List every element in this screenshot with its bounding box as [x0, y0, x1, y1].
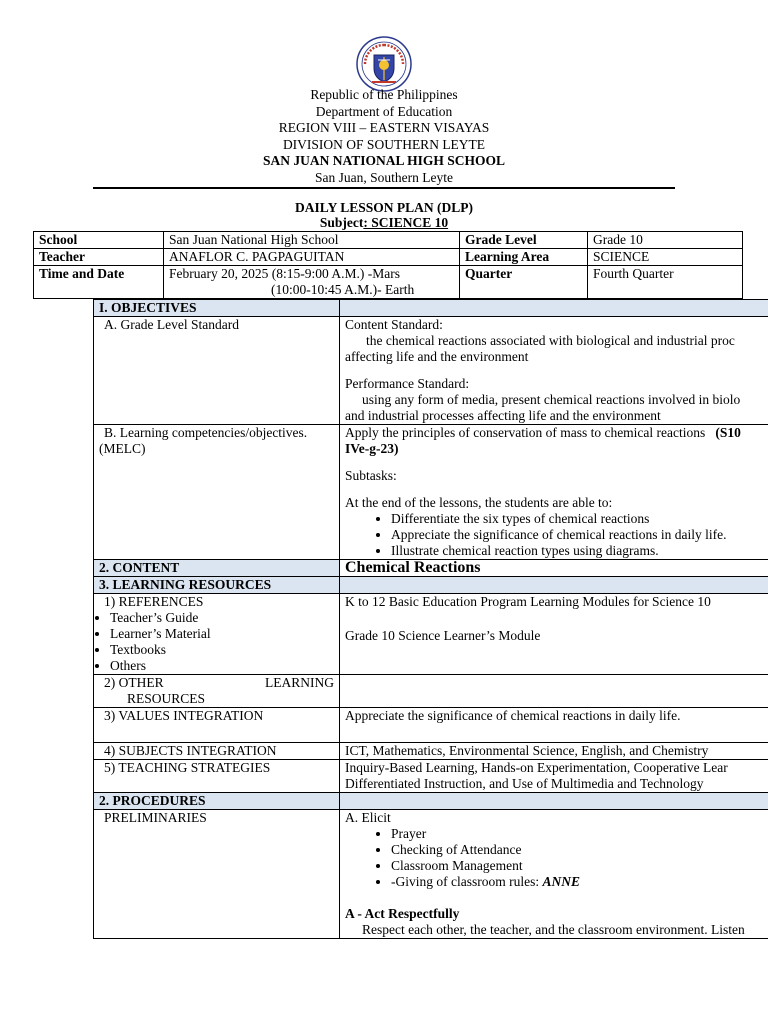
grade-level-standard-row — [94, 317, 768, 425]
subtasks-list — [345, 511, 768, 559]
procedures-heading: 2. PROCEDURES — [94, 793, 340, 810]
learning-resources-heading: 3. LEARNING RESOURCES — [94, 577, 340, 594]
teacher-label: Teacher — [34, 249, 164, 266]
lc-cell — [340, 425, 768, 560]
references-cell — [94, 594, 340, 675]
school-value: San Juan National High School — [164, 232, 460, 249]
lesson-plan-main-title: DAILY LESSON PLAN (DLP) — [295, 200, 473, 215]
lesson-plan-title — [0, 200, 768, 230]
elicit-cell — [340, 810, 768, 939]
area-value: SCIENCE — [588, 249, 743, 266]
info-row-school — [34, 232, 743, 249]
time-value-line2: (10:00-10:45 A.M.)- Earth — [271, 282, 415, 297]
preliminaries-label: PRELIMINARIES — [94, 810, 340, 939]
list-item: • Classroom Management — [391, 858, 768, 874]
lesson-end-text: At the end of the lessons, the students are able to: — [345, 495, 613, 510]
list-item: • Differentiate the six types of chemical reactions — [391, 511, 768, 527]
list-item: • Prayer — [391, 826, 768, 842]
info-row-teacher — [34, 249, 743, 266]
list-item: • -Giving of classroom rules: ANNE — [391, 874, 768, 890]
references-text-cell — [340, 594, 768, 675]
lc-label: B. Learning competencies/objectives. (MELC) — [94, 425, 340, 560]
list-item: • Illustrate chemical reaction types using diagrams. — [391, 543, 768, 559]
school-label: School — [34, 232, 164, 249]
list-item: • Checking of Attendance — [391, 842, 768, 858]
list-item: • Learner’s Material — [110, 626, 334, 642]
info-row-time — [34, 266, 743, 299]
deped-seal-logo — [356, 36, 412, 92]
header-region: REGION VIII – EASTERN VISAYAS — [278, 120, 490, 135]
strategies-text-1: Inquiry-Based Learning, Hands-on Experimentation, Cooperative Lear — [345, 760, 728, 775]
header-address: San Juan, Southern Leyte — [315, 169, 453, 185]
references-row — [94, 594, 768, 675]
lesson-plan-table — [93, 299, 768, 939]
values-text: Appreciate the significance of chemical reactions in daily life. — [340, 708, 768, 743]
subtasks-label: Subtasks: — [345, 468, 397, 483]
references-label: 1) REFERENCES — [104, 594, 204, 609]
time-label: Time and Date — [34, 266, 164, 299]
other-resources-label: 2) OTHER LEARNING RESOURCES — [94, 675, 340, 708]
list-item: • Appreciate the significance of chemical reactions in daily life. — [391, 527, 768, 543]
area-label: Learning Area — [460, 249, 588, 266]
time-value — [164, 266, 460, 299]
subject-label: Subject — [319, 215, 364, 230]
references-text-1: K to 12 Basic Education Program Learning Modules for Science 10 — [345, 594, 711, 609]
strategies-cell — [340, 760, 768, 793]
info-table — [33, 231, 743, 299]
content-standard-text-2: affecting life and the environment — [345, 349, 529, 364]
subject-line — [0, 215, 768, 230]
lc-text: Apply the principles of conservation of mass to chemical reactions (S10 — [345, 425, 741, 440]
objectives-row — [94, 300, 768, 317]
content-heading: 2. CONTENT — [94, 560, 340, 577]
document-header — [0, 87, 768, 186]
performance-standard-text-2: and industrial processes affecting life and the environment — [345, 408, 661, 423]
elicit-list — [345, 826, 768, 890]
gls-label: A. Grade Level Standard — [94, 317, 340, 425]
performance-standard-text-1: using any form of media, present chemical reactions involved in biolo — [362, 392, 741, 407]
elicit-label: A. Elicit — [345, 810, 391, 825]
grade-value: Grade 10 — [588, 232, 743, 249]
time-value-line1: February 20, 2025 (8:15-9:00 A.M.) -Mars — [169, 266, 400, 281]
subjects-text: ICT, Mathematics, Environmental Science, English, and Chemistry — [340, 743, 768, 760]
learning-competencies-row — [94, 425, 768, 560]
header-division: DIVISION OF SOUTHERN LEYTE — [282, 136, 486, 152]
values-label: 3) VALUES INTEGRATION — [94, 708, 340, 743]
lc-code: IVe-g-23) — [345, 441, 399, 456]
list-item: • Teacher’s Guide — [110, 610, 334, 626]
content-standard-label: Content Standard: — [345, 317, 443, 332]
other-resources-row — [94, 675, 768, 708]
header-school: SAN JUAN NATIONAL HIGH SCHOOL — [262, 153, 506, 168]
content-value: Chemical Reactions — [340, 560, 768, 577]
performance-standard-label: Performance Standard: — [345, 376, 470, 391]
header-country: Republic of the Philippines — [310, 87, 458, 102]
quarter-label: Quarter — [460, 266, 588, 299]
objectives-heading: I. OBJECTIVES — [94, 300, 340, 317]
standards-cell — [340, 317, 768, 425]
procedures-row — [94, 793, 768, 810]
teaching-strategies-row — [94, 760, 768, 793]
strategies-text-2: Differentiated Instruction, and Use of Multimedia and Technology — [345, 776, 704, 791]
header-divider — [93, 187, 675, 189]
list-item: • Others — [110, 658, 334, 674]
subjects-integration-row — [94, 743, 768, 760]
content-row — [94, 560, 768, 577]
references-text-2: Grade 10 Science Learner’s Module — [345, 628, 541, 643]
preliminaries-row — [94, 810, 768, 939]
subject-value: : SCIENCE 10 — [363, 215, 449, 230]
subjects-label: 4) SUBJECTS INTEGRATION — [94, 743, 340, 760]
act-text: Respect each other, the teacher, and the classroom environment. Listen — [362, 922, 745, 937]
references-list — [94, 610, 334, 674]
content-standard-text-1: the chemical reactions associated with biological and industrial proc — [366, 333, 735, 348]
learning-resources-row — [94, 577, 768, 594]
grade-label: Grade Level — [460, 232, 588, 249]
rules-acronym: ANNE — [542, 874, 580, 889]
header-department: Department of Education — [315, 103, 453, 119]
values-integration-row — [94, 708, 768, 743]
list-item: • Textbooks — [110, 642, 334, 658]
quarter-value: Fourth Quarter — [588, 266, 743, 299]
act-label: A - Act Respectfully — [345, 906, 460, 921]
strategies-label: 5) TEACHING STRATEGIES — [94, 760, 340, 793]
teacher-value: ANAFLOR C. PAGPAGUITAN — [164, 249, 460, 266]
